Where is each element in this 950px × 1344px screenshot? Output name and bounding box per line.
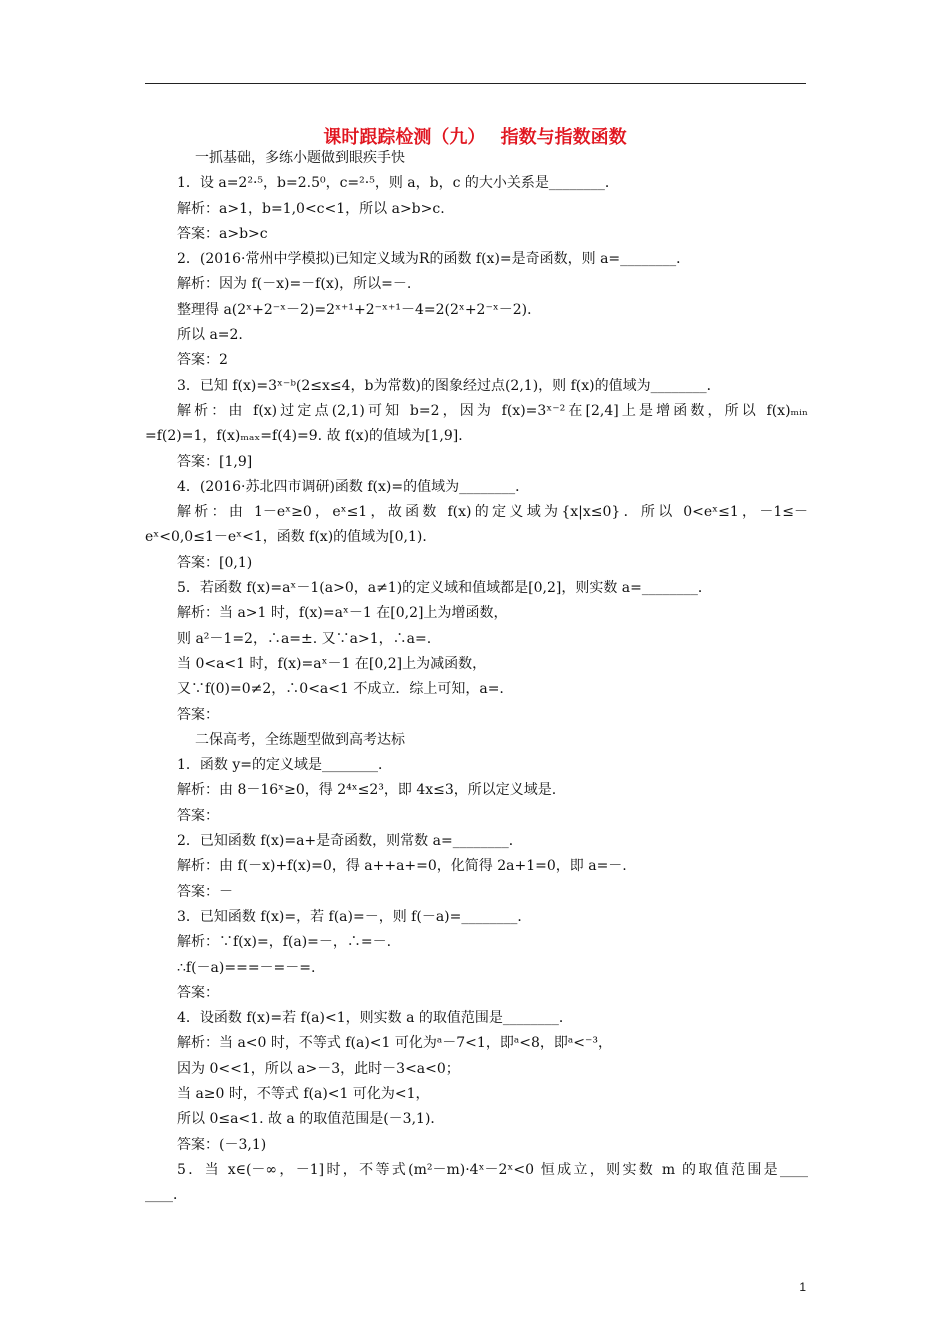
text-line <box>145 1158 808 1183</box>
text-line-content: 答案：a>b>c <box>177 225 268 242</box>
text-line-content: 2．已知函数 f(x)=a+是奇函数，则常数 a=________． <box>177 833 523 850</box>
text-line <box>145 956 808 981</box>
text-line-content: 一抓基础，多练小题做到眼疾手快 <box>195 150 405 166</box>
page-title: 课时跟踪检测（九） 指数与指数函数 <box>323 127 627 148</box>
text-line <box>145 272 808 297</box>
text-line <box>145 450 808 475</box>
text-line <box>145 677 808 702</box>
text-line-content: ____． <box>145 1187 187 1204</box>
text-line-content: 当 a≥0 时，不等式 f(a)<1 可化为<1， <box>177 1085 430 1102</box>
text-line <box>145 778 808 803</box>
text-line <box>145 930 808 955</box>
text-line <box>145 601 808 626</box>
text-line <box>145 703 808 728</box>
text-line <box>145 475 808 500</box>
text-line <box>145 1133 808 1158</box>
text-line-content: 4．(2016·苏北四市调研)函数 f(x)=的值域为________． <box>177 478 530 495</box>
text-line-content: 3．已知函数 f(x)=，若 f(a)=－，则 f(－a)=________． <box>177 908 532 925</box>
text-line-content: 解析：因为 f(－x)=－f(x)，所以=－. <box>177 276 412 293</box>
text-line-content: 因为 0<<1，所以 a>－3，此时－3<a<0； <box>177 1060 460 1077</box>
text-line <box>145 1006 808 1031</box>
text-line <box>145 1031 808 1056</box>
text-line <box>145 197 808 222</box>
page-number: 1 <box>799 1280 806 1294</box>
text-line-content: 解析：由 f(－x)+f(x)=0，得 a++a+=0，化简得 2a+1=0，即 a=－. <box>177 858 627 875</box>
text-line-content: 答案：(－3,1) <box>177 1136 267 1153</box>
text-line-content: 4．设函数 f(x)=若 f(a)<1，则实数 a 的取值范围是________． <box>177 1010 573 1027</box>
text-line-content: 二保高考，全练题型做到高考达标 <box>195 731 405 748</box>
text-line <box>145 171 808 196</box>
text-line-content: =f(2)=1，f(x)ₘₐₓ=f(4)=9. 故 f(x)的值域为[1,9]． <box>145 428 473 445</box>
text-line-content: 解析：由 f(x)过定点(2,1)可知 b=2，因为 f(x)=3ˣ⁻²在[2,4]上是增函数，所以 f(x)ₘᵢₙ <box>177 402 808 419</box>
text-line <box>145 247 808 272</box>
text-line-content: 答案：2 <box>177 352 228 369</box>
text-line <box>145 222 808 247</box>
text-line <box>145 753 808 778</box>
text-line <box>145 804 808 829</box>
text-line <box>145 551 808 576</box>
text-line <box>145 323 808 348</box>
text-line-content: 1．函数 y=的定义域是________． <box>177 757 392 774</box>
text-line <box>145 146 808 171</box>
text-line-content: 解析：当 a>1 时，f(x)=aˣ－1 在[0,2]上为增函数， <box>177 605 508 622</box>
text-line-content: 解析：a>1，b=1,0<c<1，所以 a>b>c. <box>177 200 445 217</box>
text-line-content: 5．若函数 f(x)=aˣ－1(a>0，a≠1)的定义域和值域都是[0,2]，则实数 a=________． <box>177 580 712 597</box>
text-line <box>145 1183 808 1208</box>
text-line-content: 当 0<a<1 时，f(x)=aˣ－1 在[0,2]上为减函数， <box>177 655 487 672</box>
text-line <box>145 880 808 905</box>
text-line <box>145 1057 808 1082</box>
text-line-content: 所以 0≤a<1. 故 a 的取值范围是(－3,1)． <box>177 1111 445 1128</box>
text-line <box>145 728 808 753</box>
text-line <box>145 1082 808 1107</box>
text-line <box>145 652 808 677</box>
text-line <box>145 525 808 550</box>
text-line <box>145 905 808 930</box>
text-line-content: 整理得 a(2ˣ+2⁻ˣ－2)=2ˣ⁺¹+2⁻ˣ⁺¹－4=2(2ˣ+2⁻ˣ－2)． <box>177 301 542 318</box>
text-line-content: 解析：当 a<0 时，不等式 f(a)<1 可化为ᵃ－7<1，即ᵃ<8，即ᵃ<⁻³， <box>177 1035 612 1052</box>
text-line-content: 答案：－ <box>177 883 233 900</box>
text-line-content: 解析：∵f(x)=，f(a)=－，∴=－. <box>177 934 392 951</box>
text-line-content: 答案： <box>177 706 219 723</box>
text-line-content: 2．(2016·常州中学模拟)已知定义域为R的函数 f(x)=是奇函数，则 a=________． <box>177 251 691 268</box>
text-line-content: 答案：[0,1) <box>177 554 253 571</box>
text-line-content: 5．当 x∈(－∞，－1]时，不等式(m²－m)·4ˣ－2ˣ<0 恒成立，则实数 m 的取值范围是____ <box>177 1161 808 1178</box>
text-line-content: eˣ<0,0≤1－eˣ<1，函数 f(x)的值域为[0,1)． <box>145 529 437 546</box>
header-rule <box>145 83 806 84</box>
text-line-content: 3．已知 f(x)=3ˣ⁻ᵇ(2≤x≤4，b为常数)的图象经过点(2,1)，则 f(x)的值域为________． <box>177 377 721 394</box>
text-line <box>145 500 808 525</box>
text-line-content: ∴f(－a)===－=－=. <box>177 959 316 976</box>
text-line <box>145 1107 808 1132</box>
text-line-content: 则 a²－1=2，∴a=±. 又∵a>1，∴a=. <box>177 630 432 647</box>
text-line-content: 解析：由 8－16ˣ≥0，得 2⁴ˣ≤2³，即 4x≤3，所以定义域是. <box>177 782 557 799</box>
text-line <box>145 829 808 854</box>
text-line <box>145 854 808 879</box>
text-line <box>145 374 808 399</box>
text-line <box>145 399 808 424</box>
text-line <box>145 298 808 323</box>
text-line <box>145 424 808 449</box>
text-line-content: 所以 a=2. <box>177 327 243 344</box>
text-line-content: 又∵f(0)=0≠2，∴0<a<1 不成立．综上可知，a=. <box>177 681 504 698</box>
text-line-content: 1．设 a=2²·⁵，b=2.5⁰，c=²·⁵，则 a，b，c 的大小关系是________． <box>177 175 619 192</box>
text-line-content: 答案： <box>177 984 219 1001</box>
document-body <box>145 146 808 1208</box>
text-line-content: 答案：[1,9] <box>177 453 253 470</box>
text-line <box>145 627 808 652</box>
text-line <box>145 348 808 373</box>
text-line-content: 解析：由 1－eˣ≥0，eˣ≤1，故函数 f(x)的定义域为{x|x≤0}．所以 0<eˣ≤1，－1≤－ <box>177 504 808 521</box>
text-line <box>145 981 808 1006</box>
text-line <box>145 576 808 601</box>
text-line-content: 答案： <box>177 807 219 824</box>
